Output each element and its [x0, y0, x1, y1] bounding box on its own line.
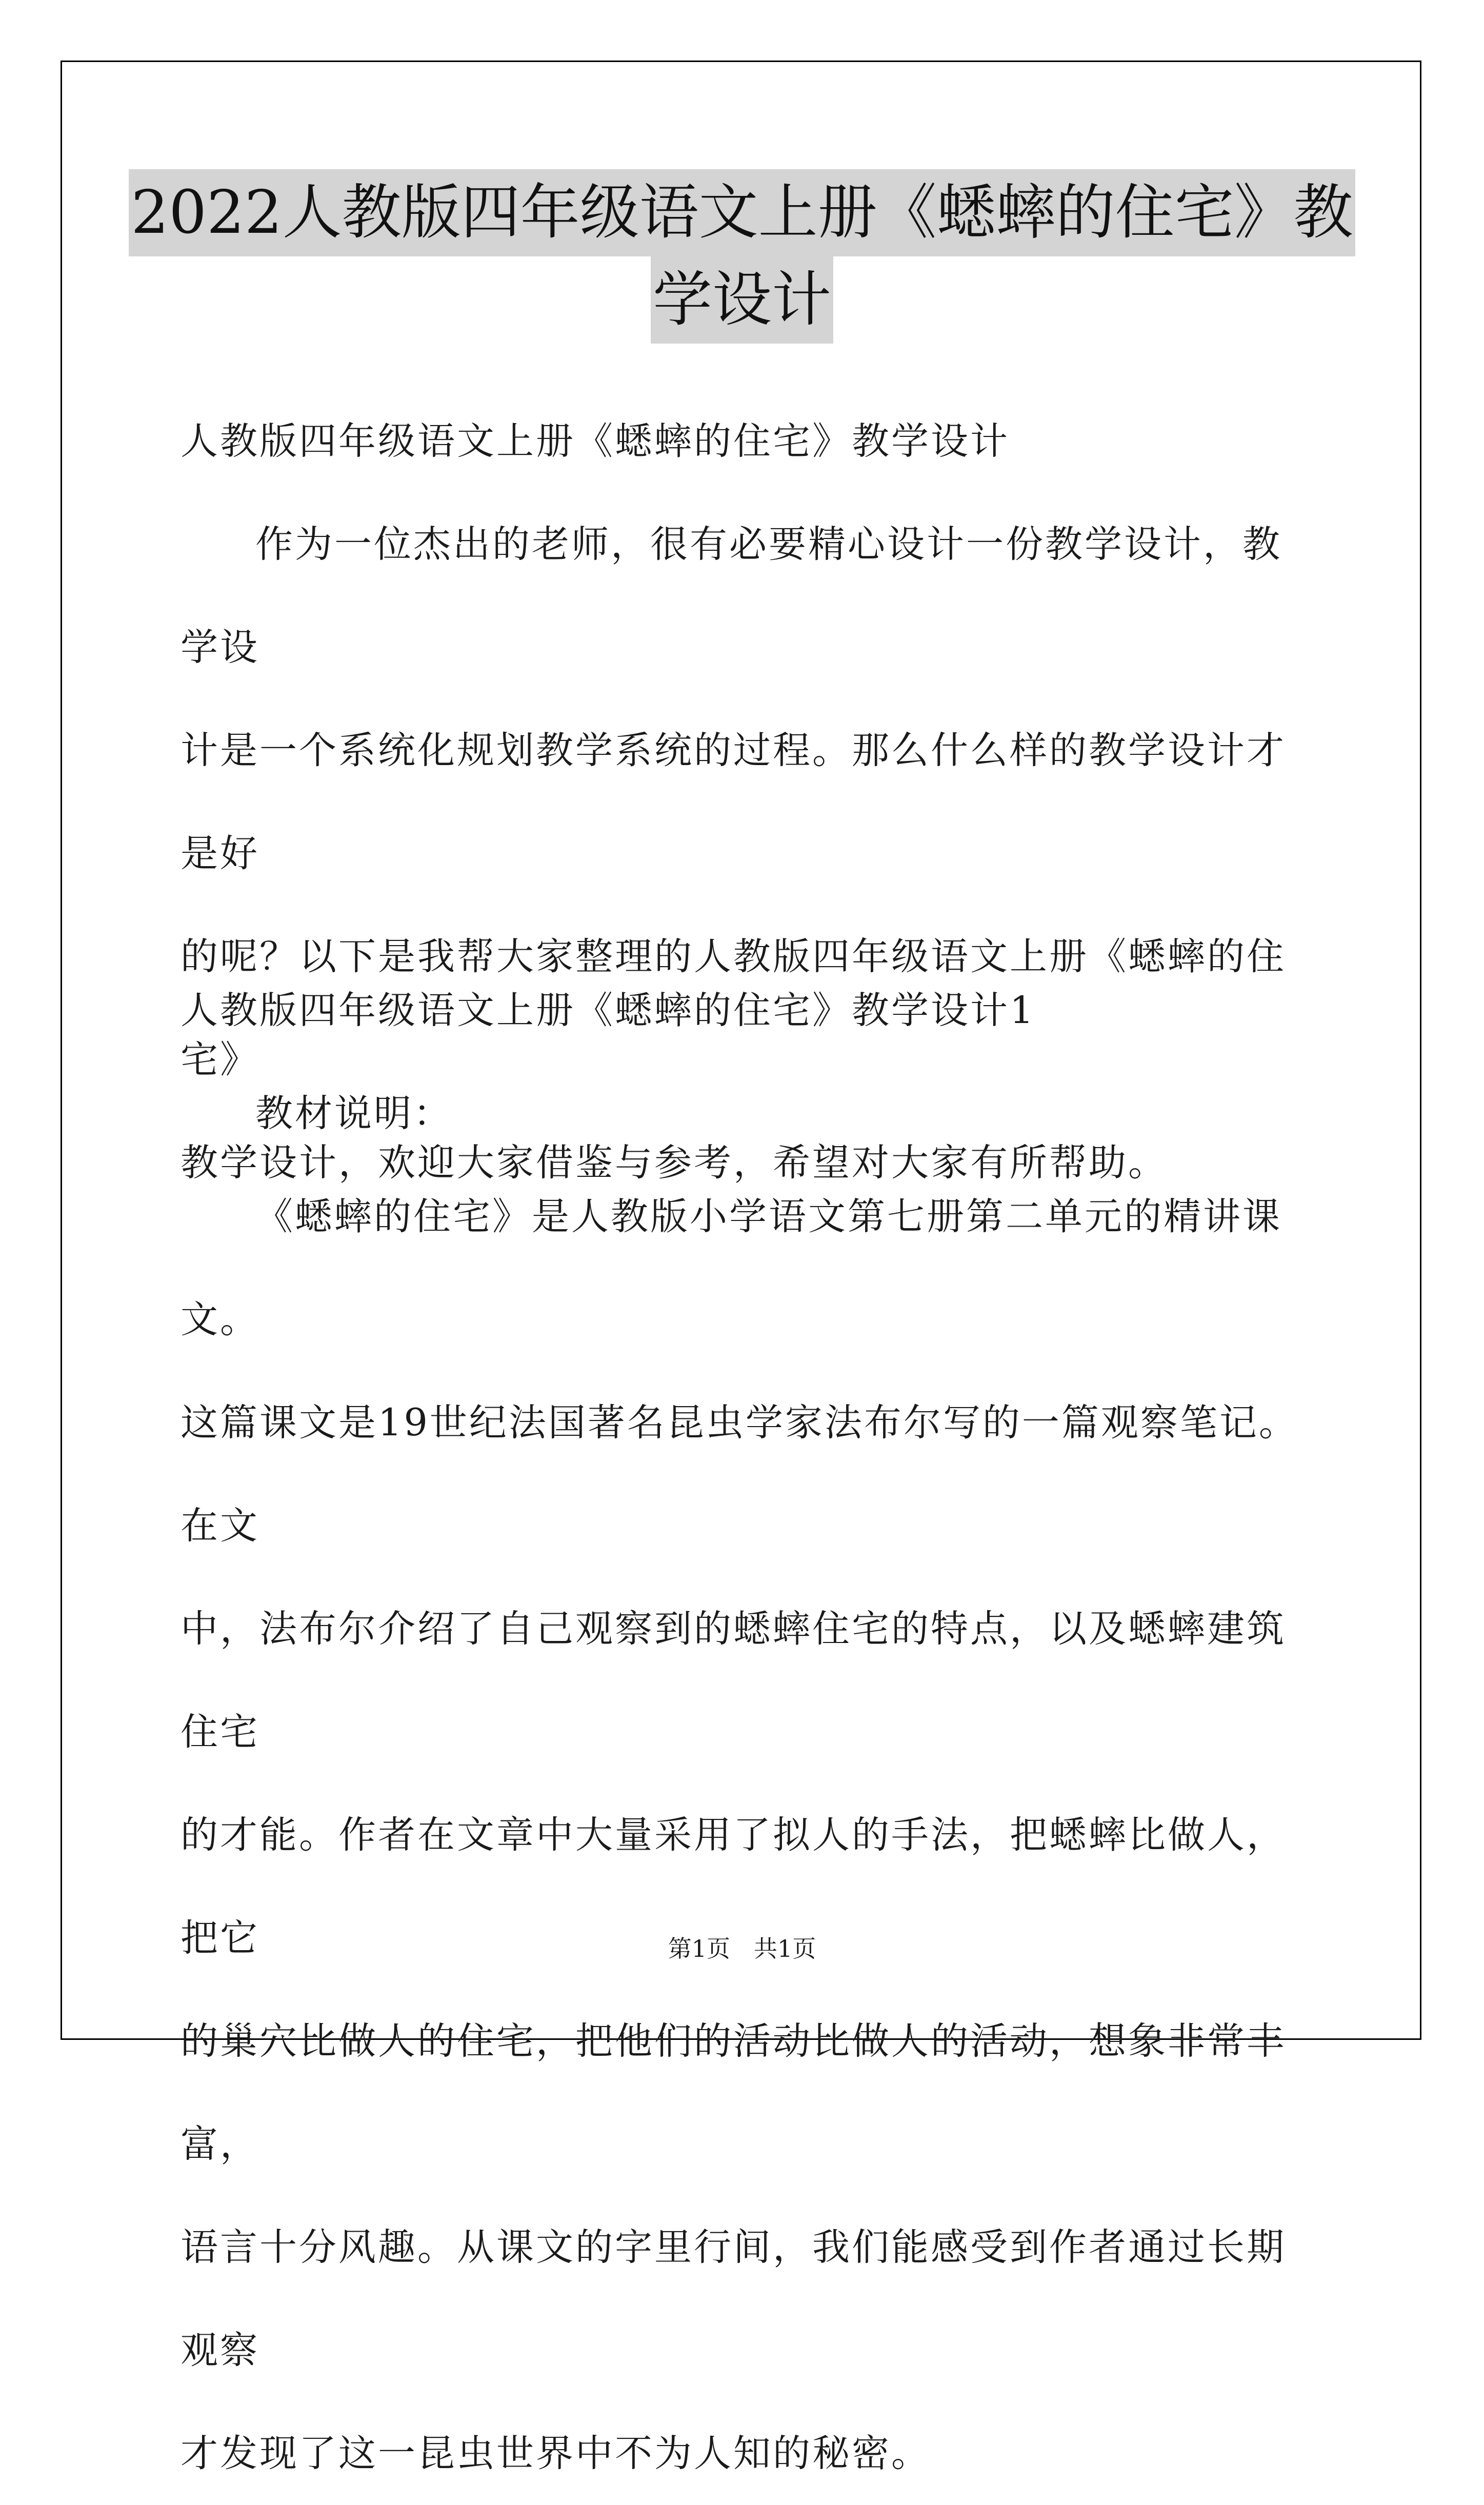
title-line-2: 学设计: [651, 256, 833, 344]
intro-heading: 人教版四年级语文上册《蟋蟀的住宅》教学设计: [181, 419, 1010, 463]
body-line: 《蟋蟀的住宅》是人教版小学语文第七册第二单元的精讲课文。: [181, 1195, 1282, 1341]
section-heading: 人教版四年级语文上册《蟋蟀的住宅》教学设计1: [181, 989, 1036, 1032]
body-line: 这篇课文是19世纪法国著名昆虫学家法布尔写的一篇观察笔记。在文: [181, 1401, 1298, 1548]
lesson-section: [181, 959, 1303, 2505]
subheading: 教材说明：: [255, 1092, 453, 1135]
intro-line: 作为一位杰出的老师，很有必要精心设计一份教学设计，教学设: [181, 523, 1282, 669]
body-line: 才发现了这一昆虫世界中不为人知的秘密。: [181, 2432, 931, 2475]
body-line: 中，法布尔介绍了自己观察到的蟋蟀住宅的特点，以及蟋蟀建筑住宅: [181, 1607, 1286, 1754]
body-line: 语言十分风趣。从课文的字里行间，我们能感受到作者通过长期观察: [181, 2226, 1286, 2372]
body-line: 的才能。作者在文章中大量采用了拟人的手法，把蟋蟀比做人，把它: [181, 1813, 1286, 1960]
intro-line: 教学设计，欢迎大家借鉴与参考，希望对大家有所帮助。: [181, 1141, 1168, 1185]
document-title: [123, 169, 1361, 344]
page-number: 第1页 共1页: [668, 1935, 816, 1962]
page-footer: [0, 1933, 1484, 1964]
body-line: 的巢穴比做人的住宅，把他们的活动比做人的活动，想象非常丰富，: [181, 2019, 1286, 2166]
intro-line: 计是一个系统化规划教学系统的过程。那么什么样的教学设计才是好: [181, 729, 1286, 875]
title-line-1: 2022人教版四年级语文上册《蟋蟀的住宅》教: [129, 169, 1355, 256]
intro-line: 的呢？以下是我帮大家整理的人教版四年级语文上册《蟋蟀的住宅》: [181, 935, 1286, 1081]
